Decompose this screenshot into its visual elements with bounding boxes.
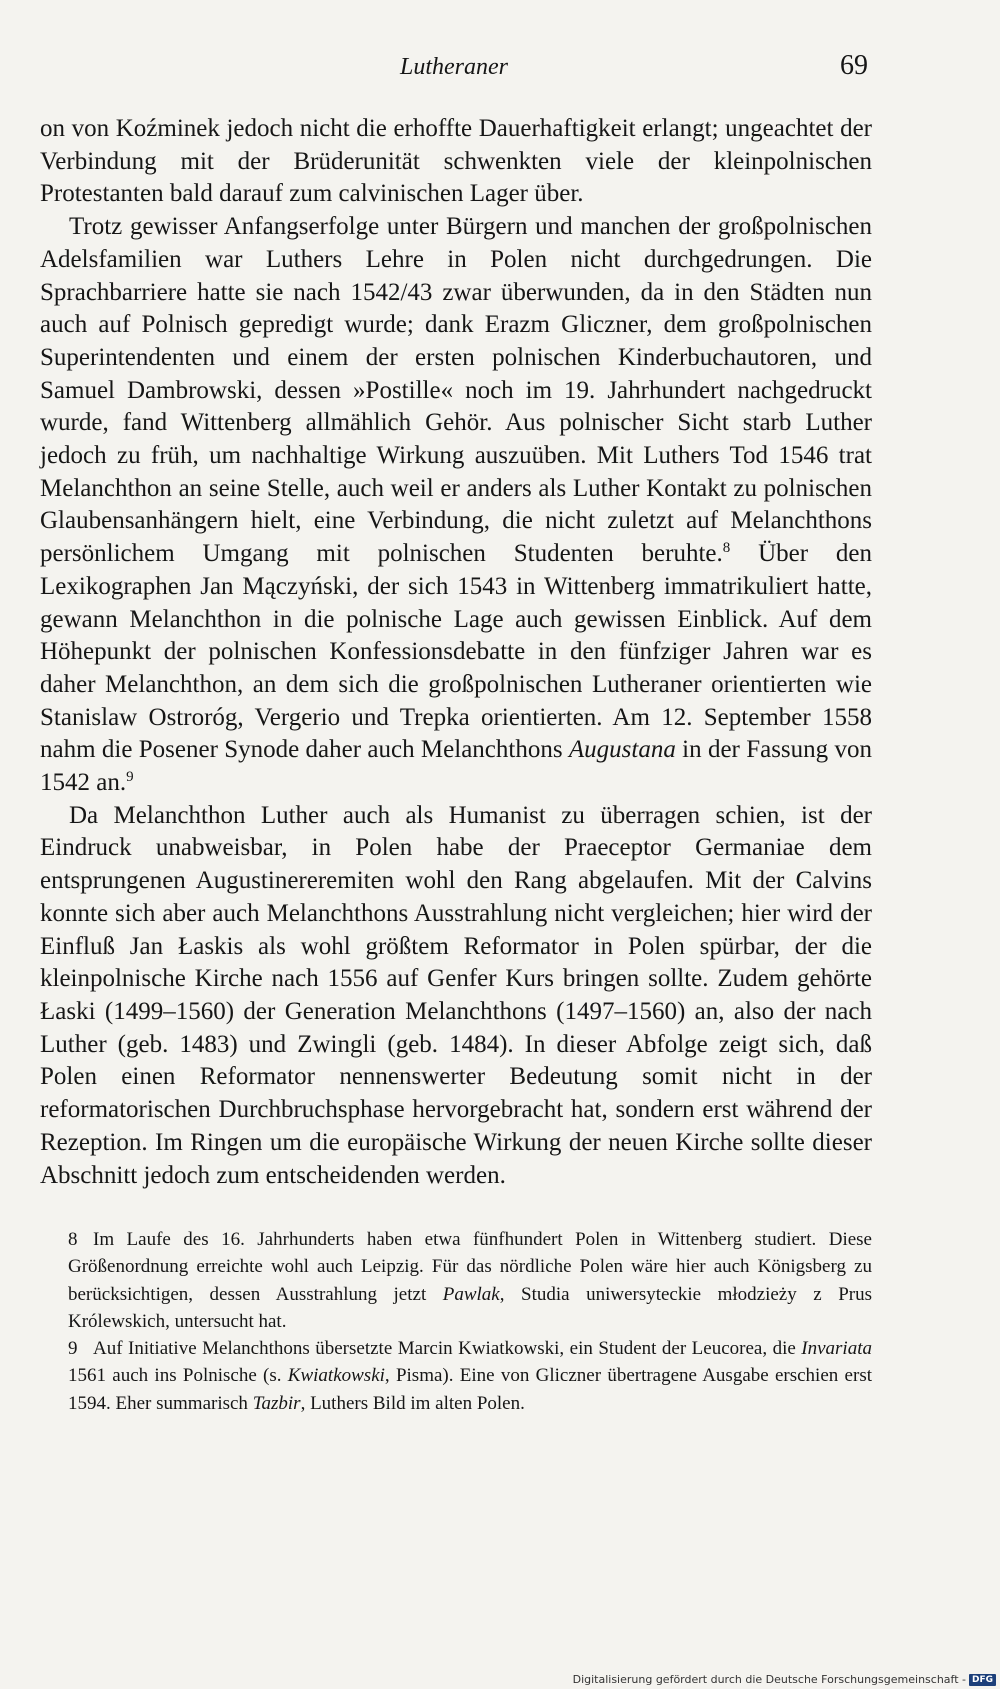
paragraph-2 — [40, 211, 872, 800]
digitization-text: Digitalisierung gefördert durch die Deutsche Forschungsgemeinschaft - — [572, 1673, 966, 1686]
footnote-8-text-b: , Studia uniwersyteckie młodzieży z Prus Królewskich, untersucht hat. — [68, 1283, 872, 1332]
footnote-9-text-a: Auf Initiative Melanchthons übersetzte Marcin Kwiatkowski, ein Student der Leucorea, die — [93, 1338, 802, 1360]
footnote-ref-8[interactable]: 8 — [722, 540, 731, 557]
footnote-9-author-tazbir: Tazbir — [252, 1392, 301, 1414]
paragraph-2-text-b: Über den Lexikographen Jan Mączyński, der sich 1543 in Wittenberg immatrikuliert hatte, gewann Melanchthon in die polnische Lage auch gewissen Einblick. Auf dem Höhepunkt der polnischen Konfessionsdebatte in den fünfziger Jahren war es daher Melanchthon, an dem sich die großpolnischen Lutheraner orientierten wie Stanislaw Ostroróg, Vergerio und Trepka orientierten. Am 12. September 1558 nahm die Posener Synode daher auch Melanchthons — [40, 540, 872, 764]
footnote-9-author-kwiatkowski: Kwiatkowski — [287, 1365, 385, 1387]
footnote-ref-9[interactable]: 9 — [126, 769, 134, 786]
footnote-9 — [68, 1335, 872, 1417]
footnote-9-text-d: , Luthers Bild im alten Polen. — [300, 1392, 525, 1414]
augustana-title: Augustana — [568, 736, 676, 764]
dfg-logo-icon: DFG — [969, 1674, 996, 1686]
footnote-9-text-c: , Pisma). Eine von Gliczner übertragene Ausgabe erschien erst 1594. Eher summarisch — [68, 1365, 872, 1414]
paragraph-1: on von Koźminek jedoch nicht die erhoffte Dauerhaftigkeit erlangt; ungeachtet der Verbindung mit der Brüderunität schwenkten viele der kleinpolnischen Protestanten bald darauf zum calvinischen Lager über. — [40, 115, 872, 208]
footnote-9-invariata: Invariata — [801, 1338, 872, 1360]
page-number: 69 — [840, 50, 868, 81]
running-head — [40, 48, 868, 88]
digitization-credit — [573, 1673, 996, 1686]
paragraph-3: Da Melanchthon Luther auch als Humanist zu überragen schien, ist der Eindruck unabweisbar, in Polen habe der Praeceptor Germaniae dem entsprungenen Augustinereremiten wohl den Rang abgelaufen. Mit der Calvins konnte sich aber auch Melanchthons Ausstrahlung nicht vergleichen; hier wird der Einfluß Jan Łaskis als wohl größtem Reformator in Polen spürbar, der die kleinpolnische Kirche nach 1556 auf Genfer Kurs bringen sollte. Zudem gehörte Łaski (1499–1560) der Generation Melanchthons (1497–1560) an, also der nach Luther (geb. 1483) und Zwingli (geb. 1484). In dieser Abfolge zeigt sich, daß Polen einen Reformator nennenswerter Bedeutung somit nicht in der reformatorischen Durchbruchsphase hervorgebracht hat, sondern erst während der Rezeption. Im Ringen um die europäische Wirkung der neuen Kirche sollte dieser Abschnitt jedoch zum entscheidenden werden. — [40, 801, 872, 1189]
footnote-9-text-b: 1561 auch ins Polnische (s. — [68, 1365, 288, 1387]
footnote-9-number: 9 — [68, 1338, 78, 1360]
footnote-8-number: 8 — [68, 1229, 78, 1250]
running-head-title: Lutheraner — [400, 54, 508, 80]
footnote-8-author: Pawlak — [442, 1283, 500, 1305]
paragraph-2-text-a: Trotz gewisser Anfangserfolge unter Bürgern und manchen der großpolnischen Adelsfamilien war Luthers Lehre in Polen nicht durchgedrungen. Die Sprachbarriere hatte sie nach 1542/43 zwar überwunden, da in den Städten nun auch auf Polnisch gepredigt wurde; dank Erazm Gliczner, dem großpolnischen Superintendenten und einem der ersten polnischen Kinderbuchautoren, und Samuel Dambrowski, dessen »Postille« noch im 19. Jahrhundert nachgedruckt wurde, fand Wittenberg allmählich Gehör. Aus polnischer Sicht starb Luther jedoch zu früh, um nachhaltige Wirkung auszuüben. Mit Luthers Tod 1546 trat Melanchthon an seine Stelle, auch weil er anders als Luther Kontakt zu polnischen Glaubensanhängern hielt, eine Verbindung, die nicht zuletzt auf Melanchthons persönlichem Umgang mit polnischen Studenten beruhte. — [40, 213, 872, 568]
paragraph-2-text-c: in der Fassung von 1542 an. — [40, 736, 872, 797]
main-text — [40, 113, 872, 1192]
footnote-8 — [68, 1226, 872, 1335]
footnote-8-text-a: Im Laufe des 16. Jahrhunderts haben etwa fünfhundert Polen in Wittenberg studiert. Diese Größenordnung erreichte wohl auch Leipzig. Für das nördliche Polen wäre hier auch Königsberg zu berücksichtigen, dessen Ausstrahlung jetzt — [68, 1229, 872, 1305]
footnotes — [68, 1226, 872, 1417]
